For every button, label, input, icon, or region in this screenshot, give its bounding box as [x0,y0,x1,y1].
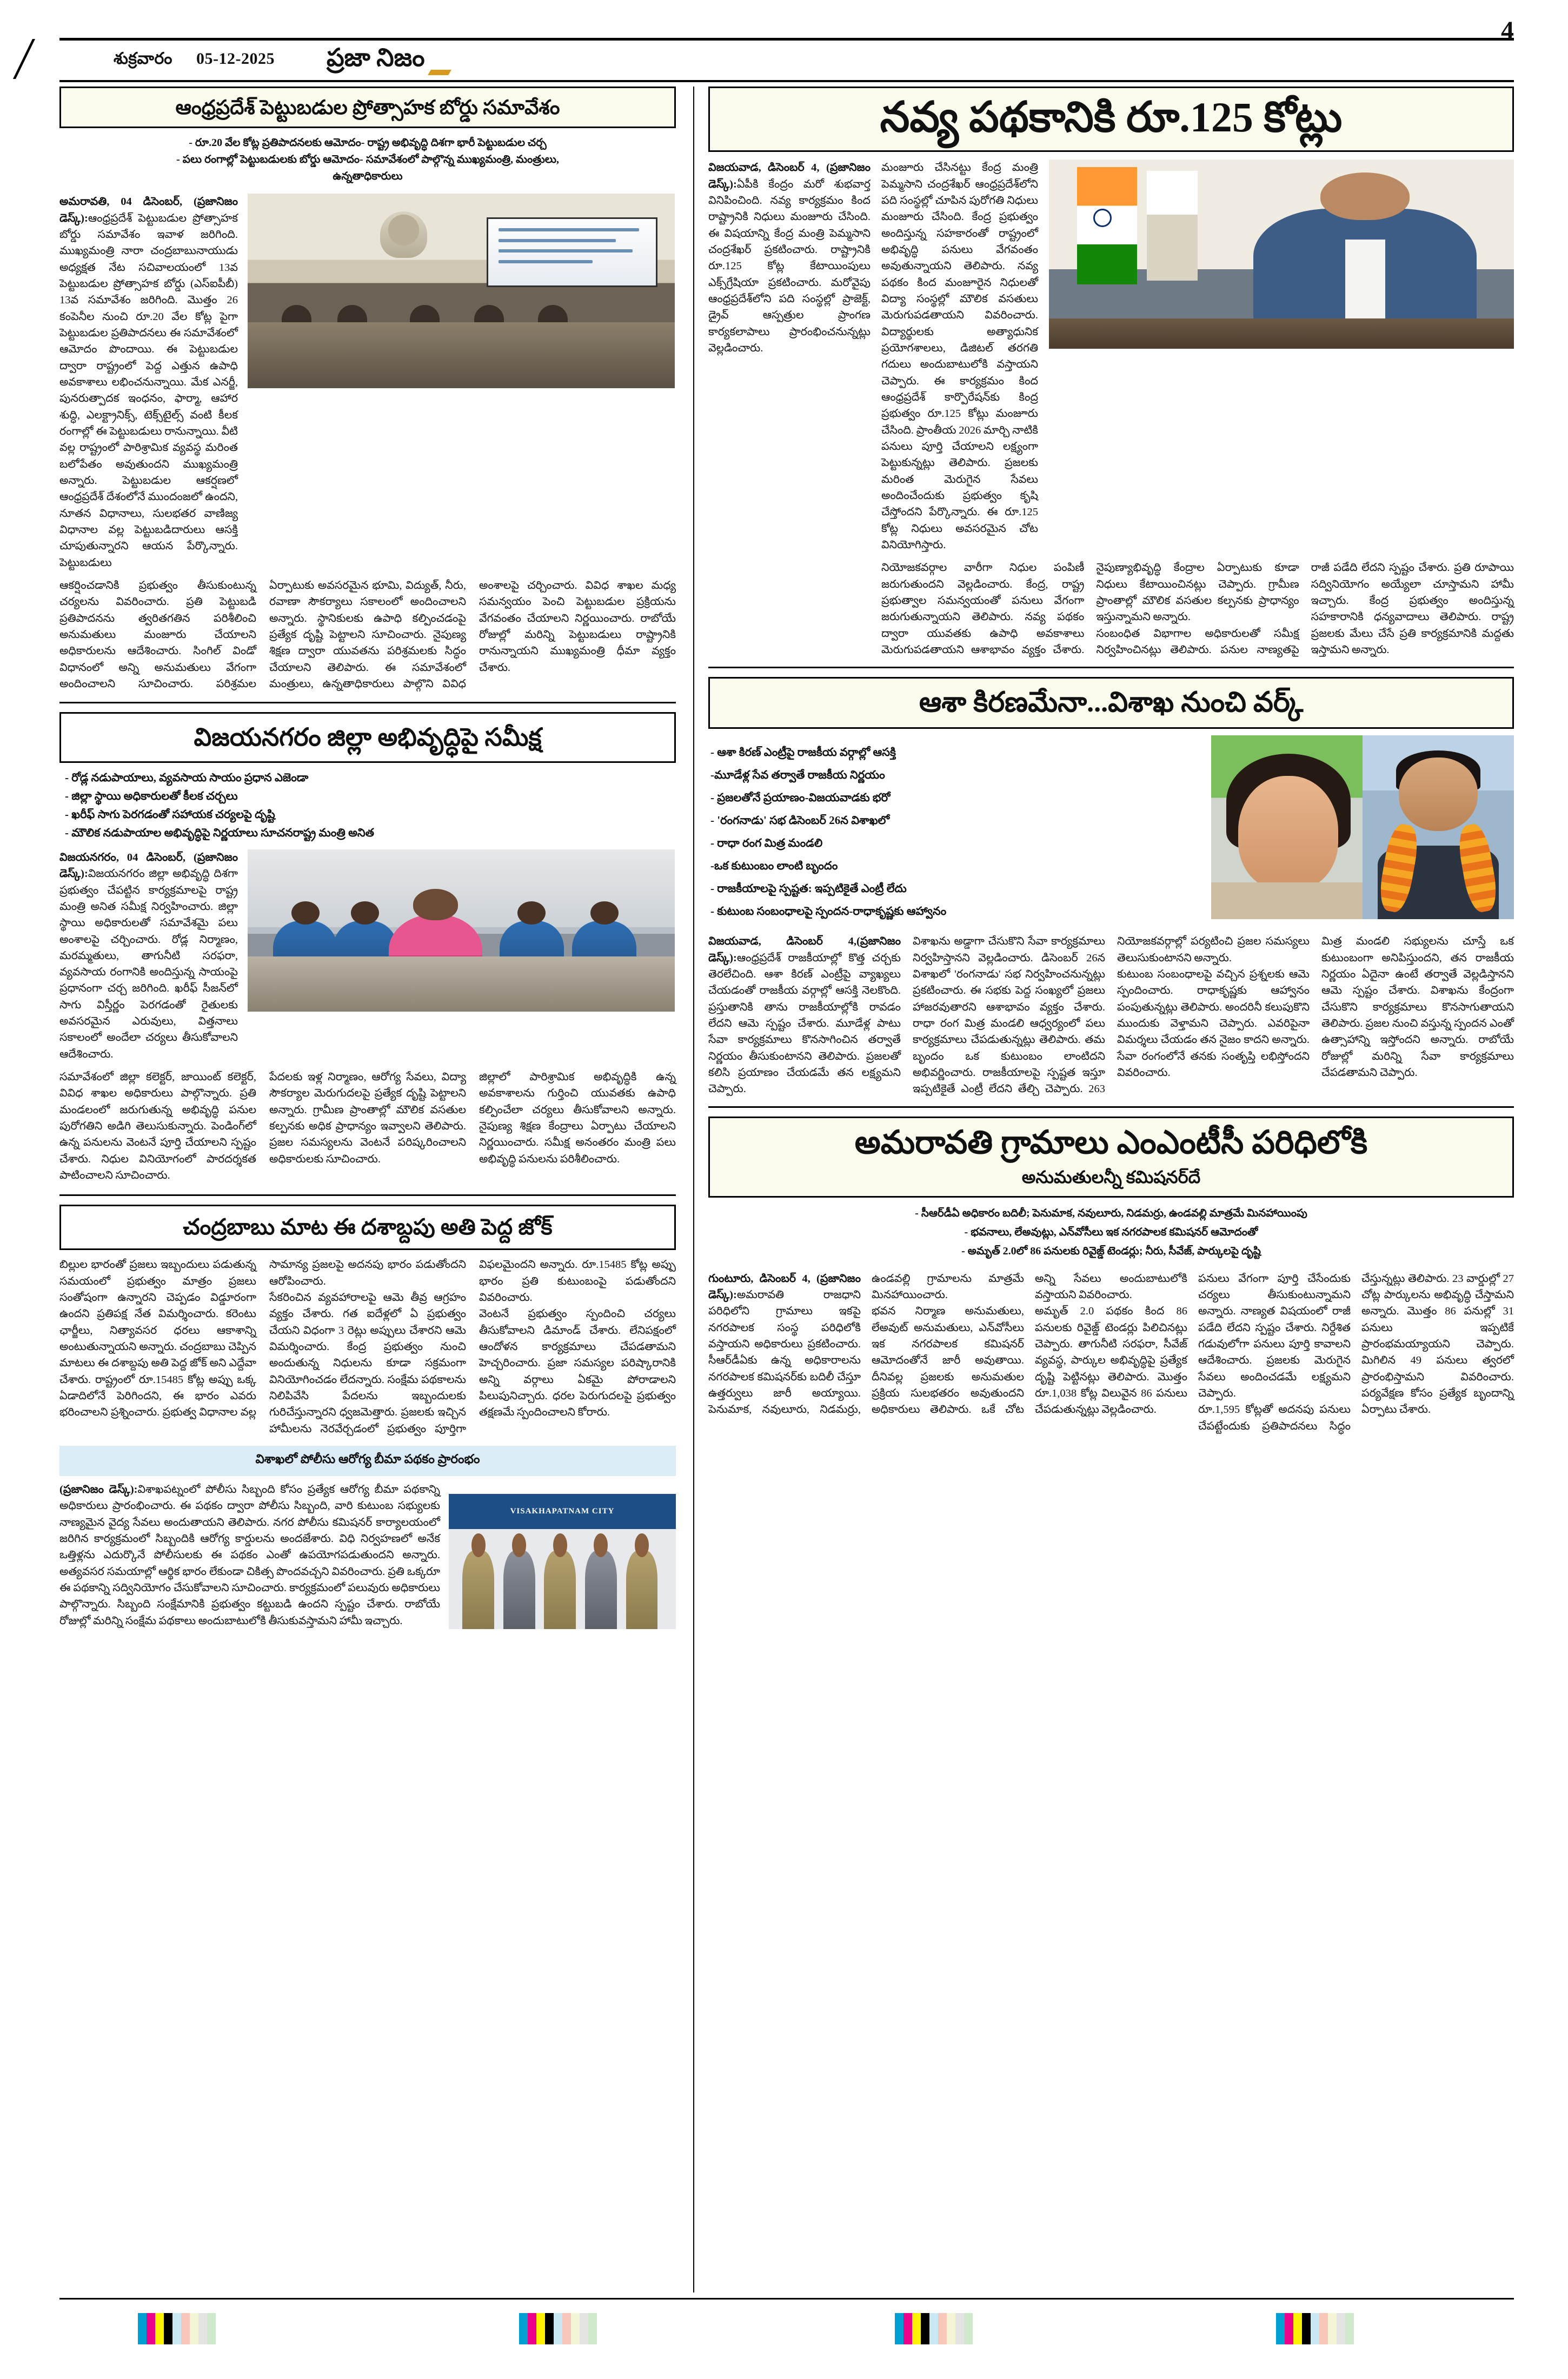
dateline-2: విజయనగరం, 04 డిసెంబర్, (ప్రజానిజం డెస్క్): [59,851,238,880]
article-chandrababu-joke [59,1205,676,1629]
bullet-item: - జిల్లా స్థాయి అధికారులతో కీలక చర్చలు [65,789,238,802]
headline-box-2 [59,712,676,763]
bullet-list-amaravati [708,1198,1514,1264]
masthead-weekday: శుక్రవారం [114,49,172,68]
cmyk-bar [519,2313,597,2344]
publication-logo: ప్రజా నిజం [327,43,425,78]
cmyk-bar [1276,2313,1354,2344]
photo-district-review-meeting [248,849,675,1012]
dateline-1: అమరావతి, 04 డిసెంబర్, (ప్రజానిజం డెస్క్): [59,196,238,224]
masthead [59,16,1514,77]
bullet-list-1 [59,128,676,188]
article-body-amaravati-d: పనులు వేగంగా పూర్తి చేసేందుకు చర్యలు తీసుకుంటున్నామని అన్నారు. నాణ్యత విషయంలో రాజీ పడేది లేదని స్పష్టం చేశారు. నిర్దేశిత గడువులోగా పనులు పూర్తి కావాలని ఆదేశించారు. ప్రజలకు మెరుగైన సేవలు అందించడమే లక్ష్యమని చెప్పారు. [1198,1272,1351,1399]
subhead-amaravati: అనుమతులన్నీ కమిషనర్‌దే [1021,1167,1201,1187]
article-body-2a [59,849,238,1062]
article-body-amaravati-b: భవన నిర్మాణ అనుమతులు, లేఅవుట్ అనుమతులు, ఎన్‌వోసీలు ఇక నగరపాలక కమిషనర్ ఆమోదంతోనే జారీ అవుతాయి. దీనివల్ల ప్రజలకు అనుమతుల ప్రక్రియ సులభతరం అవుతుందని అధికారులు తెలిపారు. ఒకే చోట అన్ని సేవలు అందుబాటులోకి వస్తాయని వివరించారు. [872,1272,1187,1416]
article-body-asha-b: విశాఖను అడ్డాగా చేసుకొని సేవా కార్యక్రమాలు నిర్వహిస్తానని వెల్లడించారు. డిసెంబర్ 26న విశాఖలో 'రంగనాడు' సభ నిర్వహించనున్నట్లు ప్రకటించారు. ఈ సభకు పెద్ద సంఖ్యలో ప్రజలు హాజరవుతారని ఆశాభావం వ్యక్తం చేశారు. రాధా రంగ మిత్ర మండలి ఆధ్వర్యంలో పలు కార్యక్రమాలు చేపడుతున్నట్లు తెలిపారు. తమ బృందం ఒక కుటుంబం లాంటిదని అభివర్ణించారు. రాజకీయాలపై స్పష్టత ఇస్తూ ఇప్పటికైతే ఎంట్రీ లేదని తేల్చి చెప్పారు. 263 నియోజకవర్గాల్లో పర్యటించి ప్రజల సమస్యలు తెలుసుకుంటానని అన్నారు. [913,935,1310,1095]
right-column [693,87,1514,2292]
bullet-item: - ప్రజలతోనే ప్రయాణం-విజయవాడకు భరో [710,791,891,805]
masthead-rule [59,80,1514,82]
bullet-item: ఉన్నతాధికారులు [333,170,403,183]
headline-asha: ఆశా కిరణమేనా...విశాఖ నుంచి వర్క్ [919,687,1304,719]
bullet-item: - మౌలిక నడుపాయాల అభివృద్ధిపై నిర్ణయాలు సూచనరాష్ట్ర మంత్రి అనిత [65,826,374,839]
headline-2: విజయనగరం జిల్లా అభివృద్ధిపై సమీక్ష [194,723,542,752]
article-body-asha-d: మిత్ర మండలి సభ్యులను చూస్తే ఒక కుటుంబంగా అనిపిస్తుందని, తన రాజకీయ నిర్ణయం ఏదైనా ఉంటే తర్వాతే వెల్లడిస్తానని ఆమె స్పష్టం చేశారు. విశాఖను కేంద్రంగా చేసుకొని కార్యక్రమాలు కొనసాగుతాయని తెలిపారు. ప్రజల నుంచి వస్తున్న స్పందన ఎంతో ఉత్సాహాన్ని ఇస్తోందని అన్నారు. రాబోయే రోజుల్లో మరిన్ని సేవా కార్యక్రమాలు చేపడతామని చెప్పారు. [1321,935,1514,1079]
bullet-item: - ఆశా కిరణ్ ఎంట్రీపై రాజకీయ వర్గాల్లో ఆసక్తి [710,746,896,759]
article-navya-scheme-funds [708,87,1514,658]
article-body-amaravati-e: రూ.1,595 కోట్లతో అదనపు పనులు చేపట్టేందుకు ప్రతిపాదనలు సిద్ధం చేస్తున్నట్లు తెలిపారు. 23 వార్డుల్లో 27 చోట్ల పార్కులను అభివృద్ధి చేస్తామని అన్నారు. మొత్తం 86 పనుల్లో 31 పనులు ఇప్పటికే ప్రారంభమయ్యాయని చెప్పారు. మిగిలిన 49 పనులు త్వరలో ప్రారంభిస్తామని వివరించారు. పర్యవేక్షణ కోసం ప్రత్యేక బృందాన్ని ఏర్పాటు చేశారు. [1198,1272,1514,1432]
headline-box-lead [708,87,1514,152]
headline-amaravati: అమరావతి గ్రామాలు ఎంఎంటీసీ పరిధిలోకి [854,1124,1368,1160]
cmyk-bar [138,2313,216,2344]
bullet-item: -మూడేళ్ల సేవ తర్వాతే రాజకీయ నిర్ణయం [710,768,885,782]
dateline-amaravati: గుంటూరు, డిసెంబర్ 4, (ప్రజానిజం డెస్క్): [708,1272,861,1301]
headline-box-1 [59,87,676,128]
article-body-text: ఏపీకి కేంద్రం మరో శుభవార్త వినిపించింది. నవ్య కార్యక్రమం కింద రాష్ట్రానికి నిధులు మంజూరు చేసింది. ఈ విషయాన్ని కేంద్ర మంత్రి పెమ్మసాని చంద్రశేఖర్ ప్రకటించారు. రాష్ట్రానికి రూ.125 కోట్ల కేటాయింపులు ఎక్స్‌గ్రేషియా ప్రకటించారు. మరోవైపు ఆంధ్రప్రదేశ్‌లోని పది సంస్థల్లో ప్రాజెక్ట్, డ్రైవ్ ఆస్పత్రుల ప్రాంగణ కార్యకలాపాలు ప్రారంభించనున్నట్లు వెల్లడించారు. [708,178,871,354]
bullet-item: - అమృత్ 2.0లో 86 పనులకు రివైజ్డ్ టెండర్లు; నీరు, సీవేజ్, పార్కులపై దృష్టి [961,1245,1261,1257]
masthead-date: 05-12-2025 [196,49,275,68]
article-body-amaravati-c: అమృత్ 2.0 పథకం కింద 86 పనులకు రివైజ్డ్ టెండర్లు పిలిచినట్లు చెప్పారు. తాగునీటి సరఫరా, సీవేజ్ వ్యవస్థ, పార్కుల అభివృద్ధిపై ప్రత్యేక దృష్టి పెట్టినట్లు తెలిపారు. మొత్తం రూ.1,038 కోట్ల విలువైన 86 పనులు చేపడుతున్నట్లు వెల్లడించారు. [1035,1305,1187,1416]
bullet-item: - రాధా రంగ మిత్ర మండలి [710,836,823,850]
article-body-text: విశాఖపట్నంలో పోలీసు సిబ్బంది కోసం ప్రత్యేక ఆరోగ్య బీమా పథకాన్ని అధికారులు ప్రారంభించారు. ఈ పథకం ద్వారా పోలీసు సిబ్బంది, వారి కుటుంబ సభ్యులకు నాణ్యమైన వైద్య సేవలు అందుతాయని తెలిపారు. నగర పోలీసు కమిషనర్ కార్యాలయంలో జరిగిన కార్యక్రమంలో సిబ్బందికి ఆరోగ్య కార్డులను అందజేశారు. విధి నిర్వహణలో అనేక ఒత్తిళ్లను ఎదుర్కొనే పోలీసులకు ఈ పథకం ఎంతో ఉపయోగపడుతుందని అన్నారు. అత్యవసర సమయాల్లో ఆర్థిక భారం లేకుండా చికిత్స పొందవచ్చని వివరించారు. ప్రతి ఒక్కరూ ఈ పథకాన్ని సద్వినియోగం చేసుకోవాలని సూచించారు. కార్యక్రమంలో పలువురు అధికారులు పాల్గొన్నారు. సిబ్బంది సంక్షేమానికి ప్రభుత్వం కట్టుబడి ఉందని స్పష్టం చేశారు. రాబోయే రోజుల్లో మరిన్ని సంక్షేమ పథకాలు అందుబాటులోకి తీసుకువస్తామని హామీ ఇచ్చారు. [59,1483,440,1627]
article-body-2c: పేదలకు ఇళ్ల నిర్మాణం, ఆరోగ్య సేవలు, విద్యా సౌకర్యాల మెరుగుదలపై ప్రత్యేక దృష్టి పెట్టాలని అన్నారు. గ్రామీణ ప్రాంతాల్లో మౌలిక వసతుల కల్పనకు అధిక ప్రాధాన్యం ఇవ్వాలని తెలిపారు. ప్రజల సమస్యలను వెంటనే పరిష్కరించాలని అధికారులకు సూచించారు. [269,1071,466,1165]
masthead-date-block [114,50,275,72]
dateline-lead: విజయవాడ, డిసెంబర్ 4, (ప్రజానిజం డెస్క్): [708,162,871,190]
photo-police-health-launch [449,1494,676,1629]
article-body-lead-b: మంజూరు చేసినట్టు కేంద్ర మంత్రి పెమ్మసాని చంద్రశేఖర్ ఆంధ్రప్రదేశ్‌లోని పది సంస్థల్లో చూపిన పురోగతి నిధులు మంజూరు చేసింది. కేంద్ర ప్రభుత్వం అందిస్తున్న సహకారంతో రాష్ట్రంలో అభివృద్ధి పనులు వేగవంతం అవుతున్నాయని తెలిపారు. నవ్య పథకం కింద మంజూరైన నిధులతో విద్యా సంస్థల్లో మౌలిక వసతులు మెరుగుపడతాయని వివరించారు. విద్యార్థులకు అత్యాధునిక ప్రయోగశాలలు, డిజిటల్ తరగతి గదులు అందుబాటులోకి వస్తాయని చెప్పారు. ఈ కార్యక్రమం కింద ఆంధ్రప్రదేశ్ కార్పొరేషన్‌కు కింద్ర ప్రభుత్వం రూ.125 కోట్లు మంజూరు చేసింది. ప్రాంతీయ 2026 మార్చి నాటికి పనులు పూర్తి చేయాలని లక్ష్యంగా పెట్టుకున్నట్లు తెలిపారు. ప్రజలకు మరింత మెరుగైన సేవలు అందించేందుకు ప్రభుత్వం కృషి చేస్తోందని పేర్కొన్నారు. ఈ రూ.125 కోట్ల నిధులు అవసరమైన చోట వినియోగిస్తారు. [881,162,1038,551]
bullet-item: - రోడ్ల నడుపాయాలు, వ్యవసాయ సాయం ప్రధాన ఎజెండా [65,770,309,784]
dateline-asha: విజయవాడ, డిసెంబర్ 4,(ప్రజానిజం డెస్క్): [708,935,901,964]
bullet-item: - 'రంగనాడు' సభ డిసెంబర్ 26న విశాఖలో [710,814,890,827]
article-body-lead-d: సంబంధిత విభాగాల అధికారులతో సమీక్ష నిర్వహించినట్లు తెలిపారు. పనుల నాణ్యతపై రాజీ పడేది లేదని స్పష్టం చేశారు. ప్రతి రూపాయి సద్వినియోగం అయ్యేలా చూస్తామని హామీ ఇచ్చారు. కేంద్ర ప్రభుత్వం అందిస్తున్న సహకారానికి ధన్యవాదాలు తెలిపారు. రాష్ట్ర ప్రజలకు మేలు చేసే ప్రతి కార్యక్రమానికి మద్దతు ఇస్తామని అన్నారు. [1096,562,1514,656]
headline-box-asha [708,677,1514,729]
bullet-item: - భవనాలు, లేఅవుట్లు, ఎన్‌వోసీలు ఇక నగరపాలక కమిషనర్ ఆమోదంతో [964,1226,1258,1238]
article-body-text: ఆంధ్రప్రదేశ్ రాజకీయాల్లో కొత్త చర్చకు తెరలేచింది. ఆశా కిరణ్ ఎంట్రీపై వ్యాఖ్యలు చేయడంతో రాజకీయ వర్గాల్లో ఆసక్తి నెలకొంది. ప్రస్తుతానికి తాను రాజకీయాల్లోకి రావడం లేదని ఆమె స్పష్టం చేశారు. మూడేళ్ల పాటు సేవా కార్యక్రమాలు కొనసాగించిన తర్వాతే నిర్ణయం తీసుకుంటానని తెలిపారు. ప్రజలతో కలిసి ప్రయాణం చేయడమే తన లక్ష్యమని చెప్పారు. [708,952,901,1095]
article-body-1b: ఆకర్షించడానికి ప్రభుత్వం తీసుకుంటున్న చర్యలను వివరించారు. ప్రతి పెట్టుబడి ప్రతిపాదనను త్వరితగతిన పరిశీలించి అనుమతులు మంజూరు చేయాలని అధికారులను ఆదేశించారు. సింగిల్ విండో విధానంలో అన్ని అనుమతులు వేగంగా అందించాలని సూచించారు. పరిశ్రమల ఏర్పాటుకు అవసరమైన భూమి, విద్యుత్, నీరు, రవాణా సౌకర్యాలు సకాలంలో అందించాలని అన్నారు. స్థానికులకు ఉపాధి కల్పించడంపై ప్రత్యేక దృష్టి పెట్టాలని సూచించారు. నైపుణ్య శిక్షణ ద్వారా యువతను పరిశ్రమలకు సిద్ధం చేయాలని తెలిపారు. ఈ సమావేశంలో మంత్రులు, ఉన్నతాధికారులు పాల్గొని వివిధ అంశాలపై చర్చించారు. వివిధ శాఖల మధ్య సమన్వయం పెంచి పెట్టుబడుల ప్రక్రియను వేగవంతం చేయాలని నిర్ణయించారు. రాబోయే రోజుల్లో మరిన్ని పెట్టుబడులు రాష్ట్రానికి రానున్నాయని ముఖ్యమంత్రి ధీమా వ్యక్తం చేశారు. [59,579,676,690]
bullet-item: - సీఆర్‌డీఏ అధికారం బదిలీ; పెనుమాక, నవులూరు, నిడమర్రు, ఉండవల్లి మాత్రమే మినహాయింపు [915,1207,1307,1219]
photo-union-minister [1049,160,1514,349]
print-registration-bars [0,2313,1568,2348]
bullet-list-2 [59,763,676,845]
bullet-item: -ఒక కుటుంబం లాంటి బృందం [710,859,838,873]
article-body-asha-c: కుటుంబ సంబంధాలపై వచ్చిన ప్రశ్నలకు ఆమె స్పందించారు. రాధాకృష్ణకు ఆహ్వానం పంపుతున్నట్లు తెలిపారు. అందరినీ కలుపుకొని ముందుకు వెళ్తామని చెప్పారు. ఎవరిపైనా విమర్శలు చేయడం తన నైజం కాదని అన్నారు. సేవా రంగంలోనే తనకు సంతృప్తి లభిస్తోందని వివరించారు. [1117,968,1310,1079]
article-body-text: విజయనగరం జిల్లా అభివృద్ధి దిశగా ప్రభుత్వం చేపట్టిన కార్యక్రమాలపై రాష్ట్ర మంత్రి అనిత సమీక్ష నిర్వహించారు. జిల్లా స్థాయి అధికారులతో సమావేశమై పలు అంశాలపై చర్చించారు. రోడ్ల నిర్మాణం, మరమ్మతులు, తాగునీటి సరఫరా, వ్యవసాయ రంగానికి అందిస్తున్న సాయంపై ప్రధానంగా చర్చ జరిగింది. ఖరీఫ్ సీజన్‌లో సాగు విస్తీర్ణం పెరగడంతో రైతులకు అవసరమైన ఎరువులు, విత్తనాలు సకాలంలో అందేలా చర్యలు తీసుకోవాలని ఆదేశించారు. [59,868,238,1060]
article-body-text: అమరావతి రాజధాని పరిధిలోని గ్రామాలు ఇకపై నగరపాలక సంస్థ పరిధిలోకి వస్తాయని అధికారులు ప్రకటించారు. సీఆర్‌డీఏకు ఉన్న అధికారాలను నగరపాలక కమిషనర్‌కు బదిలీ చేస్తూ ఉత్తర్వులు జారీ అయ్యాయి. పెనుమాక, నవులూరు, నిడమర్రు, ఉండవల్లి గ్రామాలను మాత్రమే మినహాయించారు. [708,1272,1024,1416]
headline-1: ఆంధ్రప్రదేశ్ పెట్టుబడుల ప్రోత్సాహక బోర్డు సమావేశం [175,97,560,119]
page-number: 4 [1501,16,1514,45]
headline-box-amaravati [708,1117,1514,1198]
article-vizianagaram-review [59,712,676,1184]
article-body-3b: సేకరించిన వ్యవహారాలపై ఆమె తీవ్ర ఆగ్రహం వ్యక్తం చేశారు. గత ఐదేళ్లలో ఏ ప్రభుత్వం చేయని విధంగా 3 రెట్లు అప్పులు చేశారని ఆమె విమర్శించారు. కేంద్ర ప్రభుత్వం నుంచి అందుతున్న నిధులను కూడా సక్రమంగా వినియోగించడం లేదన్నారు. సంక్షేమ పథకాలను నిలిపివేసి పేదలను ఇబ్బందులకు గురిచేస్తున్నారని ధ్వజమెత్తారు. ప్రజలకు ఇచ్చిన హామీలను నెరవేర్చడంలో ప్రభుత్వం పూర్తిగా విఫలమైందని అన్నారు. రూ.15485 కోట్ల అప్పు భారం ప్రతి కుటుంబంపై పడుతోందని వివరించారు. [269,1259,676,1435]
left-column [59,87,676,2292]
article-body-4 [59,1481,440,1629]
article-body-3a: బిల్లుల భారంతో ప్రజలు ఇబ్బందులు పడుతున్న సమయంలో ప్రభుత్వం మాత్రం ప్రజలు సంతోషంగా ఉన్నారని చెప్పడం విడ్డూరంగా ఉందని ప్రతిపక్ష నేత విమర్శించారు. కరెంటు ఛార్జీలు, నిత్యావసర ధరలు ఆకాశాన్ని అంటుతున్నాయని అన్నారు. చంద్రబాబు చెప్పిన మాటలు ఈ దశాబ్దపు అతి పెద్ద జోక్ అని ఎద్దేవా చేశారు. రాష్ట్రంలో రూ.15485 కోట్ల అప్పు ఒక్క ఏడాదిలోనే పెరిగిందని, ఈ భారం ఎవరు భరించాలని ప్రశ్నించారు. ప్రభుత్వ విధానాల వల్ల సామాన్య ప్రజలపై అదనపు భారం పడుతోందని ఆరోపించారు. [59,1259,466,1419]
photo-banner-text: VISAKHAPATNAM CITY [449,1494,676,1529]
article-body-1a [59,194,238,571]
article-ap-investment-board [59,87,676,692]
bullet-item: - రూ.20 వేల కోట్ల ప్రతిపాదనలకు ఆమోదం- రాష్ట్ర అభివృద్ధి దిశగా భారీ పెట్టుబడుల చర్చ [189,137,547,149]
bullet-item: - రాజకీయాలపై స్పష్టత: ఇప్పటికైతే ఎంట్రీ లేదు [710,882,907,895]
article-body-3c: వెంటనే ప్రభుత్వం స్పందించి చర్యలు తీసుకోవాలని డిమాండ్ చేశారు. లేనిపక్షంలో ఆందోళన కార్యక్రమాలు చేపడతామని హెచ్చరించారు. ప్రజా సమస్యల పరిష్కారానికి అన్ని వర్గాలు ఏకమై పోరాడాలని పిలుపునిచ్చారు. ధరల పెరుగుదలపై ప్రభుత్వం తక్షణమే స్పందించాలని కోరారు. [479,1308,676,1419]
photo-conference-meeting [248,194,675,388]
dateline-4: (ప్రజానిజం డెస్క్): [59,1483,138,1496]
bullet-list-asha [708,735,1201,926]
cmyk-bar [895,2313,973,2344]
photo-asha-kiran-and-portrait [1211,735,1514,919]
article-body-text: ఆంధ్రప్రదేశ్‌ పెట్టుబడుల ప్రోత్సాహక బోర్డు సమావేశం ఇవాళ జరిగింది. ముఖ్యమంత్రి నారా చంద్రబాబునాయుడు అధ్యక్షత నేట సచివాలయంలో 13వ పెట్టుబడుల ప్రోత్సాహక బోర్డు (ఎస్ఐపీబీ) 13వ సమావేశం జరిగింది. మొత్తం 26 కంపెనీల నుంచి రూ.20 వేల కోట్ల పైగా పెట్టుబడుల ప్రతిపాదనలు ఈ సమావేశంలో ఆమోదం పొందాయి. ఈ పెట్టుబడుల ద్వారా రాష్ట్రంలో పెద్ద ఎత్తున ఉపాధి అవకాశాలు లభించనున్నాయి. మేక ఎనర్జీ, పునరుత్పాదక ఇంధనం, ఫార్మా, ఆహార శుద్ధి, ఎలక్ట్రానిక్స్, టెక్స్‌టైల్స్ వంటి కీలక రంగాల్లో ఈ పెట్టుబడులు రానున్నాయి. వీటి వల్ల రాష్ట్రంలో పారిశ్రామిక వ్యవస్థ మరింత బలోపేతం అవుతుందని ముఖ్యమంత్రి అన్నారు. పెట్టుబడుల ఆకర్షణలో ఆంధ్రప్రదేశ్ దేశంలోనే ముందంజలో ఉందని, నూతన విధానాలు, సులభతర వాణిజ్య విధానాల వల్ల పెట్టుబడిదారులు ఆసక్తి చూపుతున్నారని ఆయన పేర్కొన్నారు. పెట్టుబడులు [59,212,238,569]
article-body-2b: సమావేశంలో జిల్లా కలెక్టర్, జాయింట్ కలెక్టర్, వివిధ శాఖల అధికారులు పాల్గొన్నారు. ప్రతి మండలంలో జరుగుతున్న అభివృద్ధి పనుల పురోగతిని అడిగి తెలుసుకున్నారు. పెండింగ్‌లో ఉన్న పనులను వెంటనే పూర్తి చేయాలని స్పష్టం చేశారు. నిధుల వినియోగంలో పారదర్శకత పాటించాలని సూచించారు. [59,1071,256,1182]
article-body-lead-c: నియోజకవర్గాల వారీగా నిధుల పంపిణీ జరుగుతుందని వెల్లడించారు. కేంద్ర, రాష్ట్ర ప్రభుత్వాల సమన్వయంతో పనులు వేగంగా జరుగుతున్నాయని తెలిపారు. నవ్య పథకం ద్వారా యువతకు ఉపాధి అవకాశాలు మెరుగుపడతాయని ఆశాభావం వ్యక్తం చేశారు. నైపుణ్యాభివృద్ధి కేంద్రాల ఏర్పాటుకు కూడా నిధులు కేటాయించినట్లు చెప్పారు. గ్రామీణ ప్రాంతాల్లో మౌలిక వసతుల కల్పనకు ప్రాధాన్యం ఇస్తున్నామని అన్నారు. [881,562,1299,656]
article-body-asha-a [708,933,901,1097]
article-amaravati-villages-mmtc [708,1117,1514,1434]
headline-lead: నవ్య పథకానికి రూ.125 కోట్లు [880,94,1343,141]
article-asha-kiran-entry [708,677,1514,1098]
headline-box-3 [59,1205,676,1250]
bullet-item: - కుటుంబ సంబంధాలపై స్పందన-రాధాకృష్ణకు ఆహ్వానం [710,905,947,918]
subhead-police-health-scheme: విశాఖలో పోలీసు ఆరోగ్య బీమా పథకం ప్రారంభం [59,1446,676,1476]
bullet-item: - ఖరీఫ్ సాగు పెరగడంతో సహాయక చర్యలపై దృష్టి [65,807,275,821]
bottom-rule [59,2298,1514,2300]
article-body-lead-a [708,160,871,356]
headline-3: చంద్రబాబు మాట ఈ దశాబ్దపు అతి పెద్ద జోక్ [183,1214,553,1240]
article-body-2d: జిల్లాలో పారిశ్రామిక అభివృద్ధికి ఉన్న అవకాశాలను గుర్తించి యువతకు ఉపాధి కల్పించేలా చర్యలు తీసుకోవాలని అన్నారు. నైపుణ్య శిక్షణ కేంద్రాలు ఏర్పాటు చేయాలని నిర్ణయించారు. సమీక్ష అనంతరం మంత్రి పలు అభివృద్ధి పనులను పరిశీలించారు. [479,1071,676,1165]
bullet-item: - పలు రంగాల్లో పెట్టుబడులకు బోర్డు ఆమోదం- సమావేశంలో పాల్గొన్న ముఖ్యమంత్రి, మంత్రులు, [176,154,559,166]
